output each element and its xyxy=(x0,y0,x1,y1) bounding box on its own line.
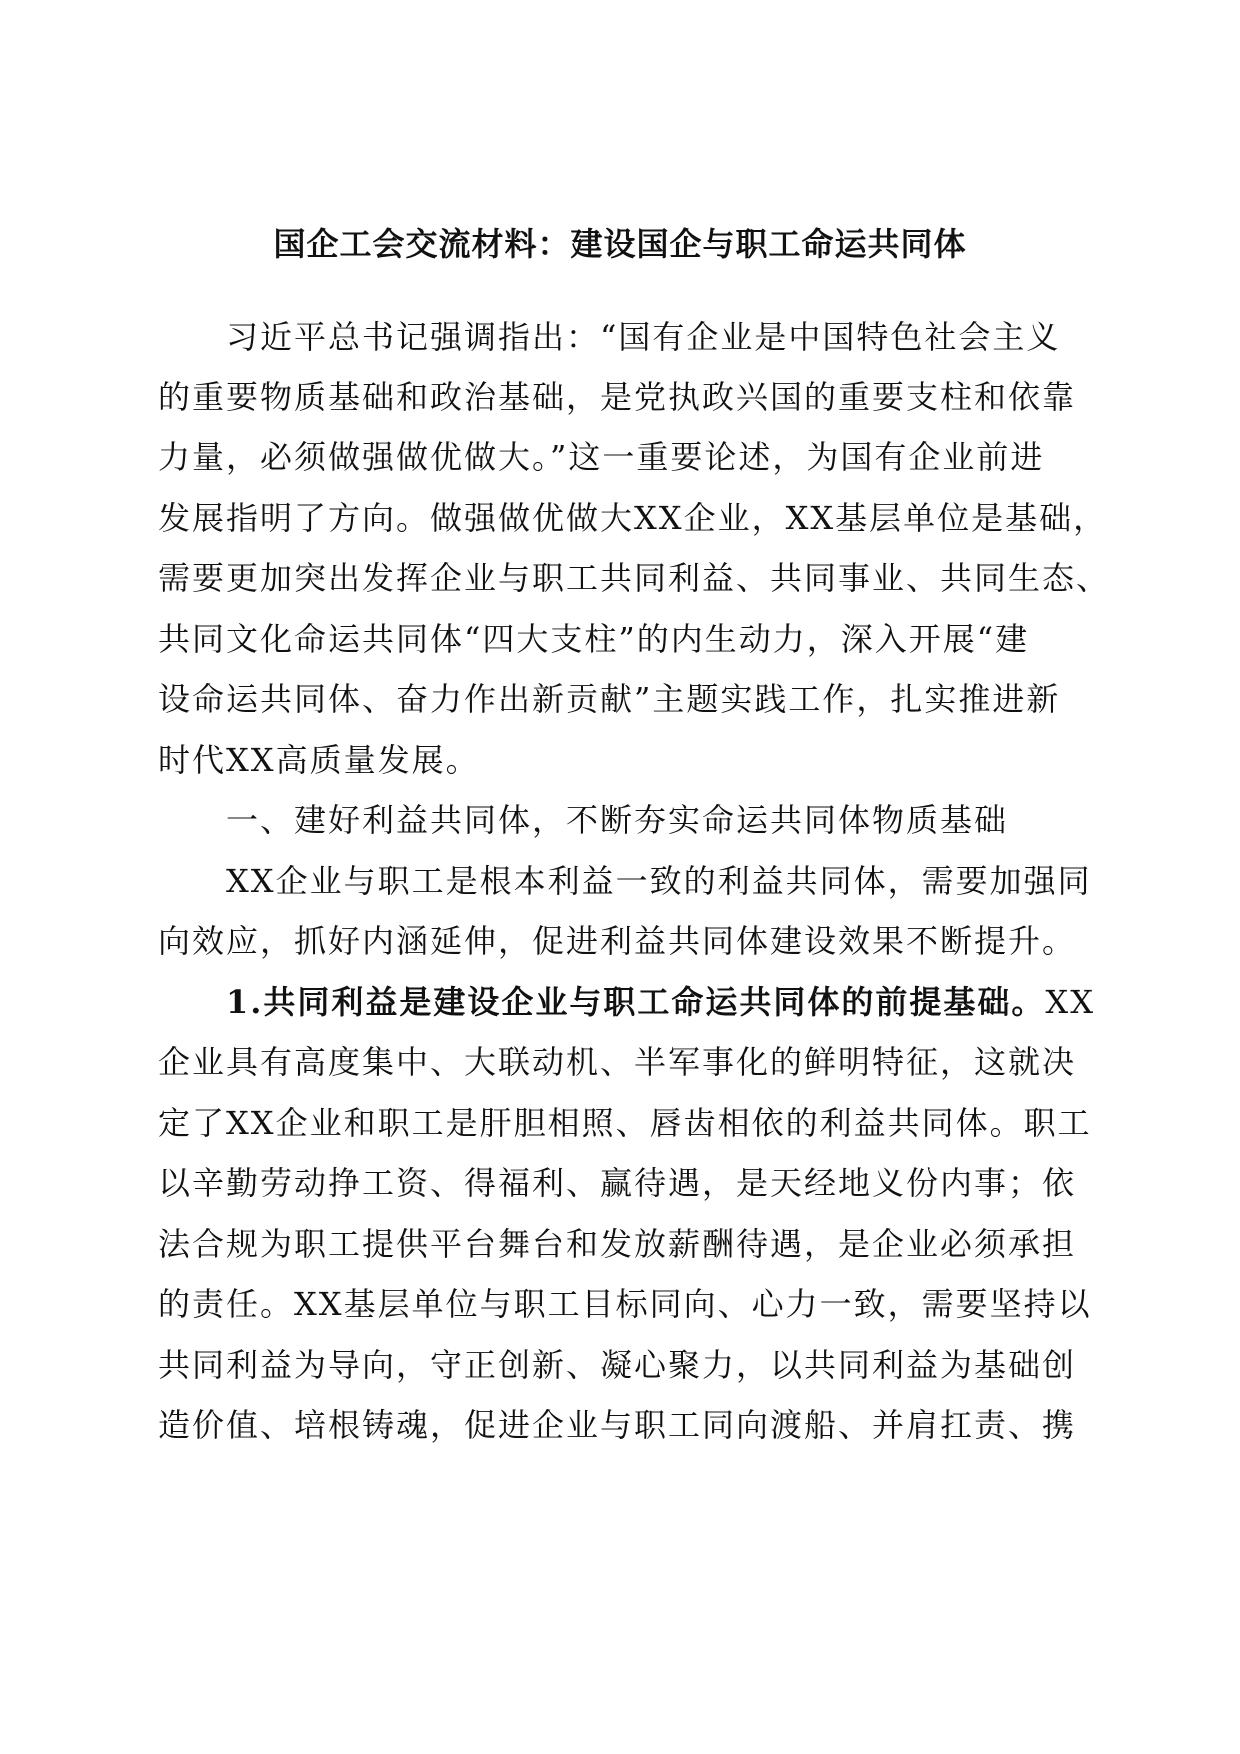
body-line-17: 的责任。XX基层单位与职工目标同向、心力一致，需要坚持以 xyxy=(158,1285,1092,1323)
body-line-14: 定了XX企业和职工是肝胆相照、唇齿相依的利益共同体。职工 xyxy=(158,1104,1092,1142)
section-heading: 一、建好利益共同体，不断夯实命运共同体物质基础 xyxy=(158,801,1009,839)
body-line-16: 法合规为职工提供平台舞台和发放薪酬待遇，是企业必须承担 xyxy=(158,1225,1077,1263)
body-line-7: 设命运共同体、奋力作出新贡献”主题实践工作，扎实推进新 xyxy=(158,680,1061,718)
body-line-8: 时代XX高质量发展。 xyxy=(158,741,480,779)
document-title: 国企工会交流材料：建设国企与职工命运共同体 xyxy=(273,225,967,263)
body-line-2: 的重要物质基础和政治基础，是党执政兴国的重要支柱和依靠 xyxy=(158,378,1077,416)
subheading-tail: XX xyxy=(1045,983,1095,1021)
body-line-13: 企业具有高度集中、大联动机、半军事化的鲜明特征，这就决 xyxy=(158,1043,1077,1081)
body-line-5: 需要更加突出发挥企业与职工共同利益、共同事业、共同生态、 xyxy=(158,559,1111,597)
bold-subheading: 1.共同利益是建设企业与职工命运共同体的前提基础。 xyxy=(158,983,1046,1021)
body-line-18: 共同利益为导向，守正创新、凝心聚力，以共同利益为基础创 xyxy=(158,1346,1077,1384)
body-line-15: 以辛勤劳动挣工资、得福利、赢待遇，是天经地义份内事；依 xyxy=(158,1164,1077,1202)
body-line-19: 造价值、培根铸魂，促进企业与职工同向渡船、并肩扛责、携 xyxy=(158,1406,1077,1444)
body-line-4: 发展指明了方向。做强做优做大XX企业，XX基层单位是基础， xyxy=(158,499,1108,537)
bold-subheading-line xyxy=(158,980,1095,1024)
body-line-11: 向效应，抓好内涵延伸，促进利益共同体建设效果不断提升。 xyxy=(158,922,1077,960)
body-line-3: 力量，必须做强做优做大。”这一重要论述，为国有企业前进 xyxy=(158,438,1045,476)
body-line-1: 习近平总书记强调指出：“国有企业是中国特色社会主义 xyxy=(158,318,1061,356)
body-line-6: 共同文化命运共同体“四大支柱”的内生动力，深入开展“建 xyxy=(158,620,1030,658)
body-line-10: XX企业与职工是根本利益一致的利益共同体，需要加强同 xyxy=(158,862,1092,900)
